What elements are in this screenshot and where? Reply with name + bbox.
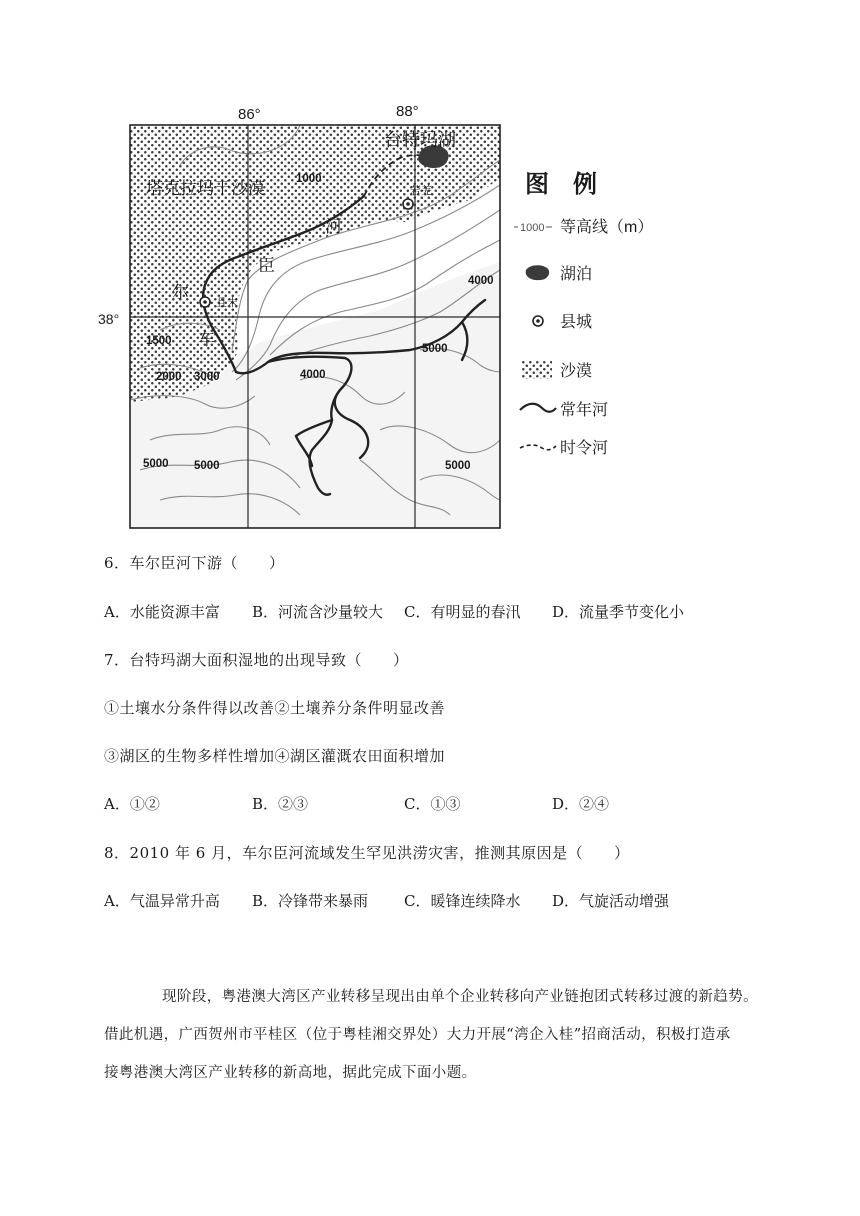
- town-ruoqiang-label: 若羌: [410, 185, 432, 197]
- map-legend: [514, 171, 653, 457]
- question-8-stem: 8．2010 年 6 月，车尔臣河流域发生罕见洪涝灾害，推测其原因是（ ）: [104, 844, 630, 862]
- legend-seasonal-symbol: [520, 445, 556, 450]
- q6-option-c[interactable]: C．有明显的春汛: [404, 603, 521, 621]
- legend-desert-label: 沙漠: [560, 363, 593, 380]
- q6-option-a[interactable]: A．水能资源丰富: [104, 603, 220, 621]
- legend-river-label: 常年河: [560, 402, 609, 419]
- contour-label: 5000: [422, 343, 448, 355]
- legend-title: 图 例: [525, 171, 597, 198]
- contour-label: 3000: [194, 371, 220, 383]
- town-ruoqiang: [403, 199, 413, 209]
- river-char-he: 河: [325, 217, 342, 236]
- legend-contour-label: 等高线（m）: [560, 219, 654, 236]
- legend-desert-symbol: [522, 361, 552, 379]
- contour-label: 4000: [468, 275, 494, 287]
- contour-label: 2000: [156, 371, 182, 383]
- q7-statement-1: ①土壤水分条件得以改善②土壤养分条件明显改善: [104, 699, 446, 717]
- question-6-stem: 6．车尔臣河下游（ ）: [104, 554, 285, 572]
- contour-label: 4000: [300, 369, 326, 381]
- question-7-stem: 7．台特玛湖大面积湿地的出现导致（ ）: [104, 651, 409, 669]
- q6-option-d[interactable]: D．流量季节变化小: [552, 603, 685, 621]
- q8-option-b[interactable]: B．冷锋带来暴雨: [252, 892, 369, 910]
- town-qiemo-label: 且末: [216, 297, 238, 309]
- legend-lake-label: 湖泊: [560, 266, 593, 283]
- river-char-chen: 臣: [258, 256, 275, 275]
- desert-label: 塔克拉玛干沙漠: [146, 179, 265, 198]
- q8-option-a[interactable]: A．气温异常升高: [104, 892, 220, 910]
- q8-option-d[interactable]: D．气旋活动增强: [552, 892, 670, 910]
- topographic-map: [0, 0, 860, 540]
- lon-88-label: 88°: [396, 103, 419, 120]
- passage-line-3: 接粤港澳大湾区产业转移的新高地，据此完成下面小题。: [104, 1065, 477, 1081]
- town-qiemo: [200, 297, 210, 307]
- river-char-che: 车: [198, 330, 215, 349]
- lat-38-label: 38°: [98, 311, 120, 327]
- q7-statement-2: ③湖区的生物多样性增加④湖区灌溉农田面积增加: [104, 747, 446, 765]
- contour-label: 1500: [146, 335, 172, 347]
- passage-line-1: 现阶段，粤港澳大湾区产业转移呈现出由单个企业转移向产业链抱团式转移过渡的新趋势。: [162, 989, 758, 1005]
- q7-option-a[interactable]: A．①②: [104, 795, 160, 813]
- contour-label: 5000: [445, 460, 471, 472]
- q7-option-c[interactable]: C．①③: [404, 795, 461, 813]
- legend-lake-symbol: [526, 265, 550, 280]
- legend-seasonal-label: 时令河: [560, 440, 609, 457]
- passage-line-2: 借此机遇，广西贺州市平桂区（位于粤桂湘交界处）大力开展“湾企入桂”招商活动，积极打造承: [104, 1027, 731, 1043]
- q7-option-d[interactable]: D．②④: [552, 795, 610, 813]
- contour-label: 5000: [143, 458, 169, 470]
- q7-option-b[interactable]: B．②③: [252, 795, 309, 813]
- legend-river-symbol: [520, 404, 556, 412]
- contour-label: 1000: [296, 173, 322, 185]
- river-char-er: 尔: [172, 283, 189, 302]
- passage: [104, 978, 764, 1092]
- q8-option-c[interactable]: C．暖锋连续降水: [404, 892, 521, 910]
- contour-label: 5000: [194, 460, 220, 472]
- legend-contour-sample: 1000: [520, 222, 545, 234]
- lake-label: 台特玛湖: [384, 130, 456, 150]
- lon-86-label: 86°: [238, 106, 261, 123]
- q6-option-b[interactable]: B．河流含沙量较大: [252, 603, 384, 621]
- legend-town-label: 县城: [560, 314, 593, 331]
